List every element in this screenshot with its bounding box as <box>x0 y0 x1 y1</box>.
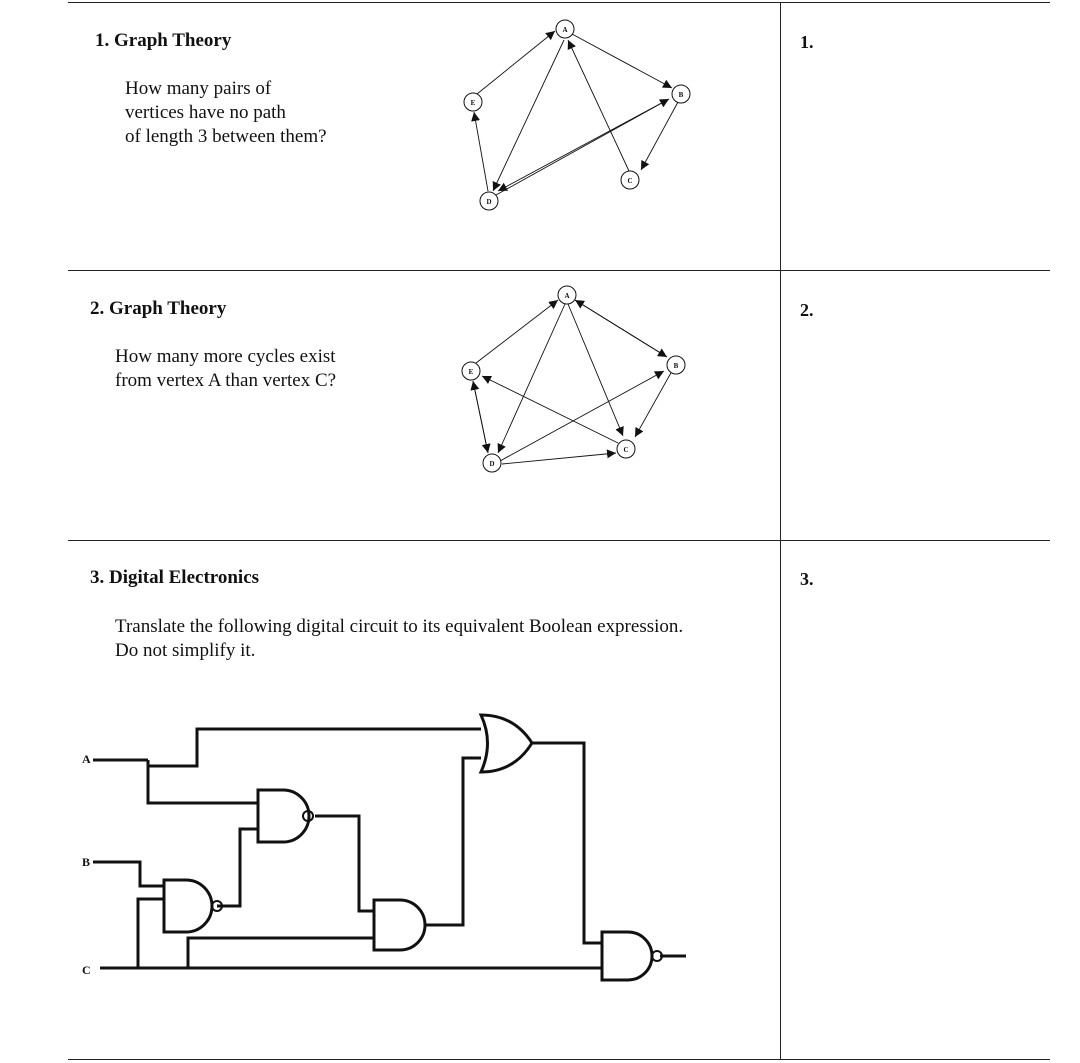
edge-c-e <box>482 376 618 443</box>
vertex-e-label: E <box>468 368 474 376</box>
vertex-a-label: A <box>562 26 568 34</box>
row-divider-2 <box>68 540 1050 541</box>
edge-a-c <box>568 304 623 436</box>
edge-e-a <box>476 300 558 363</box>
wire-b <box>93 862 164 886</box>
question-2-line: How many more cycles exist <box>115 346 336 367</box>
answer-label-2: 2. <box>800 300 814 320</box>
edge-d-e <box>473 381 488 453</box>
edge-a-d <box>493 40 564 191</box>
edge-b-d <box>498 99 669 191</box>
vertex-b-label: B <box>673 362 679 370</box>
vertex-d-label: D <box>489 460 495 468</box>
or-gate <box>481 715 532 772</box>
question-1-line: vertices have no path <box>125 102 286 123</box>
answer-label-3: 3. <box>800 569 814 589</box>
question-2-line: from vertex A than vertex C? <box>115 370 337 391</box>
edge-b-c <box>641 102 678 170</box>
logic-circuit <box>0 680 780 1040</box>
answer-column-divider <box>780 2 781 1060</box>
edge-b-a <box>575 300 667 357</box>
question-2-title: 2. Graph Theory <box>90 298 227 319</box>
wire-nand-top-out <box>315 816 374 911</box>
and-gate <box>374 900 425 950</box>
question-1-line: of length 3 between them? <box>125 126 327 147</box>
question-3-text <box>115 615 683 663</box>
vertex-c-label: C <box>623 446 629 454</box>
wire-a-or <box>148 729 481 766</box>
input-label-c: C <box>82 963 91 977</box>
edge-b-c <box>635 371 672 437</box>
question-1-line: How many pairs of <box>125 78 272 99</box>
vertex-d-label: D <box>486 198 492 206</box>
input-label-a: A <box>82 752 91 766</box>
question-3-line: Do not simplify it. <box>115 640 256 661</box>
graph-2 <box>0 270 780 540</box>
nand-gate-left <box>164 880 212 932</box>
vertex-c-label: C <box>627 177 633 185</box>
graph-1 <box>0 0 780 270</box>
edge-d-e <box>474 112 488 191</box>
nand-gate-output <box>602 932 652 980</box>
wire-or-out <box>530 743 602 943</box>
vertex-e-label: E <box>470 99 476 107</box>
vertex-a-label: A <box>564 292 570 300</box>
question-3-title: 3. Digital Electronics <box>90 567 260 588</box>
question-3-line: Translate the following digital circuit to its equivalent Boolean expression. <box>115 616 684 637</box>
wire-and-out <box>425 758 481 925</box>
wire-c-nand-left <box>138 899 164 968</box>
wire-nand-left-out <box>217 829 258 906</box>
question-1-title: 1. Graph Theory <box>95 30 232 51</box>
vertex-b-label: B <box>678 91 684 99</box>
edge-d-b <box>500 371 664 461</box>
edge-d-c <box>502 453 616 464</box>
bottom-border <box>68 1059 1050 1060</box>
nand-gate-top <box>258 790 309 842</box>
wire-c-and <box>188 938 374 968</box>
input-label-b: B <box>82 855 91 869</box>
answer-label-1: 1. <box>800 32 814 52</box>
